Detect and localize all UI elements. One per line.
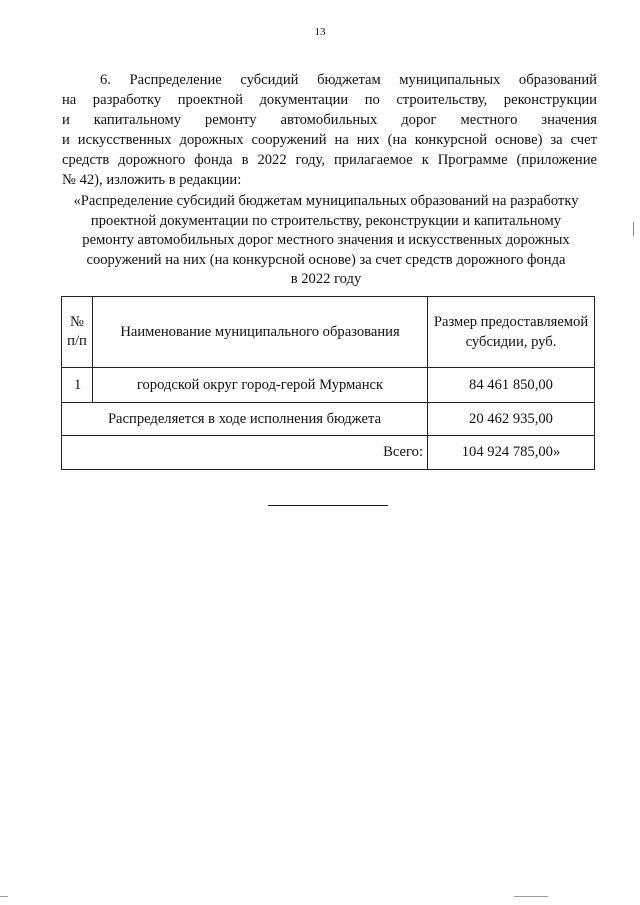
paragraph-line: № 42), изложить в редакции:: [62, 172, 242, 188]
distributed-label: Распределяется в ходе исполнения бюджета: [62, 403, 428, 436]
heading-line: «Распределение субсидий бюджетам муниципальных образований на разработку: [73, 193, 579, 209]
paragraph-line: на разработку проектной документации по строительству, реконструкции: [62, 92, 597, 108]
total-amount: 104 924 785,00»: [428, 436, 595, 470]
paragraph-line: и капитальному ремонту автомобильных дорог местного значения: [62, 112, 597, 128]
separator-line: [268, 505, 388, 506]
page-number: 13: [314, 26, 326, 38]
paragraph-line: и искусственных дорожных сооружений на них (на конкурсной основе) за счет: [62, 132, 597, 148]
header-number: [62, 297, 93, 368]
heading-line: сооружений на них (на конкурсной основе) за счет средств дорожного фонда: [86, 251, 566, 268]
table-row: [62, 368, 595, 403]
header-amount-line1: Размер предоставляемой: [433, 314, 589, 330]
paragraph-line: [62, 70, 597, 90]
heading-line: в 2022 году: [290, 271, 362, 287]
heading-line: ремонту автомобильных дорог местного значения и искусственных дорожных: [82, 232, 570, 248]
total-label: Всего:: [62, 436, 428, 470]
paragraph-line: средств дорожного фонда в 2022 году, прилагаемое к Программе (приложение: [62, 152, 597, 168]
table-header-row: [62, 297, 595, 368]
heading-line: проектной документации по строительству, реконструкции и капитальному: [90, 212, 562, 229]
subsidy-table: [61, 296, 595, 470]
row-municipality: городской округ город-герой Мурманск: [93, 368, 428, 403]
amendment-paragraph: [62, 70, 597, 190]
header-number-line2: п/п: [67, 333, 87, 349]
distributed-row: [62, 403, 595, 436]
scan-edge-mark: [633, 222, 634, 236]
header-amount: [428, 297, 595, 368]
table-heading: [52, 192, 600, 290]
row-number: 1: [62, 368, 93, 403]
scan-footer-mark: [514, 896, 548, 897]
header-name: Наименование муниципального образования: [93, 297, 428, 368]
header-number-line1: №: [70, 314, 84, 330]
header-amount-line2: субсидии, руб.: [465, 334, 557, 350]
distributed-amount: 20 462 935,00: [428, 403, 595, 436]
row-amount: 84 461 850,00: [428, 368, 595, 403]
total-row: [62, 436, 595, 470]
scan-footer-mark: [0, 896, 8, 897]
paragraph-line-text: 6. Распределение субсидий бюджетам муниципальных образований: [100, 72, 597, 88]
